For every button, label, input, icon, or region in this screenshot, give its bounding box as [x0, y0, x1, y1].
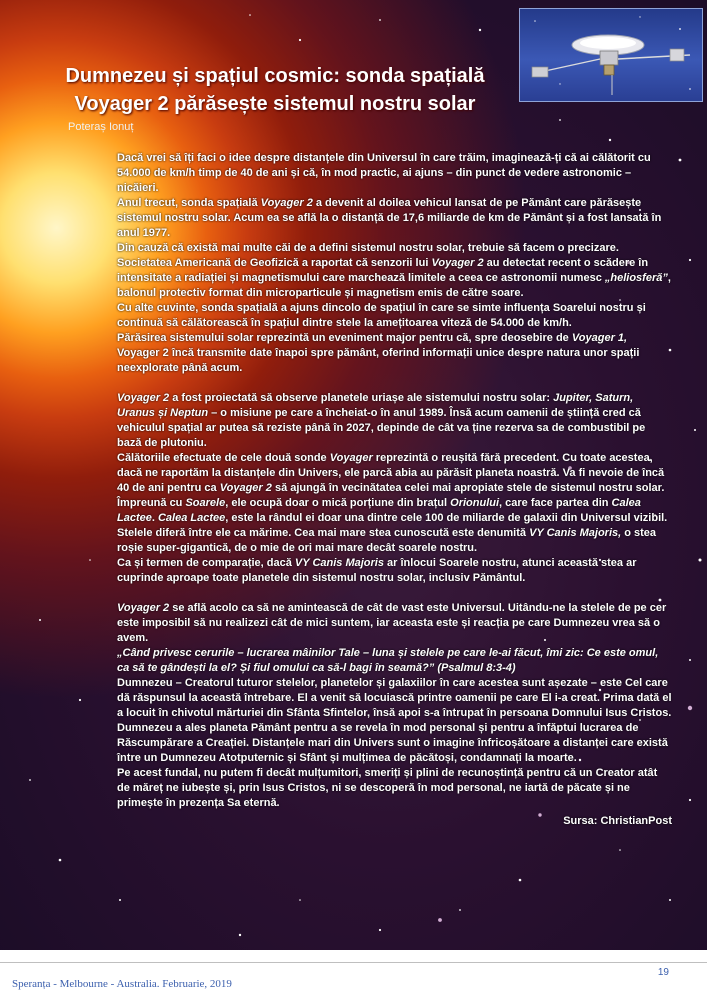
article-body	[117, 151, 672, 829]
voyager-satellite-image	[519, 8, 703, 102]
source-credit: Sursa: ChristianPost	[563, 815, 672, 827]
title-line-1: Dumnezeu și spațiul cosmic: sonda spațială	[65, 65, 485, 87]
paragraph: Cu alte cuvinte, sonda spațială a ajuns dincolo de spațiul în care se simte influența Soarelui nostru și continuă să călătorească în spațiul dintre stele la amețitoarea viteză de 54.000 de km/h.	[117, 302, 646, 329]
paragraph: Pe acest fundal, nu putem fi decât mulțumitori, smeriți și plini de recunoștință pentru că un Creator atât de măreț ne iubește și, prin Isus Cristos, ni se descoperă în mod personal, ne iartă de păcate și ne primește în prezența Sa eternă.	[117, 767, 658, 809]
paragraph-gap	[117, 376, 672, 391]
paragraph: Voyager 2 se află acolo ca să ne amintească de cât de vast este Universul. Uitându-ne la stelele de pe cer este imposibil să nu realizezi cât de mici suntem, iar aceasta este și reacția pe care Dumnezeu vrea să o avem.	[117, 602, 667, 644]
psalm-quote: „Când privesc cerurile – lucrarea mâinilor Tale – luna și stelele pe care le-ai făcut, îmi zic: Ce este omul, ca să te gândești la el? Și fiul omului ca să-l bagi în seamă?” (Psalmul 8:3-4)	[117, 647, 659, 674]
footer-divider	[0, 962, 707, 963]
paragraph: Stelele diferă între ele ca mărime. Cea mai mare stea cunoscută este denumită VY Canis Majoris, o stea roșie super-gigantică, de o mie de ori mai mare decât soarele nostru.	[117, 527, 657, 554]
paragraph: Dumnezeu – Creatorul tuturor stelelor, planetelor și galaxiilor în care acestea sunt așezate – este Cel care dă răspunsul la această întrebare. El a venit să locuiască printre oamenii pe care El i-a creat. Prima dată el a locuit în chivotul mărturiei din Sfânta Sfintelor, însă apoi s-a întrupat în persoana Domnului Isus Cristos.	[117, 677, 672, 719]
paragraph: Voyager 2 a fost proiectată să observe planetele uriașe ale sistemului nostru solar: Jupiter, Saturn, Uranus și Neptun – o misiune pe care a încheiat-o în anul 1989. Însă acum oamenii de știință cred că vehiculul spațial ar putea să reziste până în 2027, depinde de cât va ține rezerva sa de combustibil pe bază de plutoniu.	[117, 392, 646, 449]
article-title	[40, 62, 510, 118]
author-name: Poteraș Ionuț	[68, 121, 134, 133]
paragraph: Părăsirea sistemului solar reprezintă un eveniment major pentru că, spre deosebire de Voyager 1, Voyager 2 încă transmite date înapoi spre pământ, oferind informații unice despre natura unor spații neexplorate până acum.	[117, 332, 640, 374]
paragraph-gap	[117, 586, 672, 601]
footer-publication: Speranța - Melbourne - Australia. Februarie, 2019	[12, 978, 232, 990]
paragraph: Dumnezeu a ales planeta Pământ pentru a se revela în mod personal și pentru a înfăptui lucrarea de Răscumpărare a Creației. Distanțele mari din Univers sunt o imagine înfricoșătoare a distanței care există între un Dumnezeu Atotputernic și Sfânt și mulțimea de păcătoși, condamnați la moarte.	[117, 722, 668, 764]
paragraph: Din cauză că există mai multe căi de a defini sistemul nostru solar, trebuie să facem o precizare. Societatea Americană de Geofizică a raportat că senzorii lui Voyager 2 au detectat recent o scădere în intensitate a radiației și magnetismului care marchează limitele a ceea ce astronomii numesc „heliosferă”, balonul protectiv format din microparticule și magnetism emis de către soare.	[117, 242, 671, 299]
paragraph: Dacă vrei să îți faci o idee despre distanțele din Universul în care trăim, imaginează-ți că ai călătorit cu 54.000 de km/h timp de 40 de ani și că, în mod practic, ai ajuns – din punct de vedere astronomic – nicăieri.	[117, 152, 651, 194]
title-line-2: Voyager 2 părăsește sistemul nostru solar	[74, 93, 476, 115]
paragraph: Anul trecut, sonda spațială Voyager 2 a devenit al doilea vehicul lansat de pe Pământ care părăsește sistemul nostru solar. Acum ea se află la o distanță de 17,6 miliarde de km de Pământ și a fost lansată în anul 1977.	[117, 197, 662, 239]
paragraph: Călătoriile efectuate de cele două sonde Voyager reprezintă o reușită fără precedent. Cu toate acestea, dacă ne raportăm la distanțele din Univers, ele parcă abia au părăsit planeta noastră. Va fi nevoie de încă 40 de ani pentru ca Voyager 2 să ajungă în vecinătatea celei mai apropiate stele de sistemul nostru solar. Împreună cu Soarele, ele ocupă doar o mică porțiune din brațul Orionului, care face partea din Calea Lactee. Calea Lactee, este la rândul ei doar una dintre cele 100 de miliarde de galaxii din Universul vizibil.	[117, 452, 668, 524]
paragraph: Ca și termen de comparație, dacă VY Canis Majoris ar înlocui Soarele nostru, atunci această stea ar cuprinde aproape toate planetele din sistemul nostru solar, inclusiv Pământul.	[117, 557, 637, 584]
page-number: 19	[657, 967, 669, 978]
satellite-illustration	[520, 9, 702, 101]
